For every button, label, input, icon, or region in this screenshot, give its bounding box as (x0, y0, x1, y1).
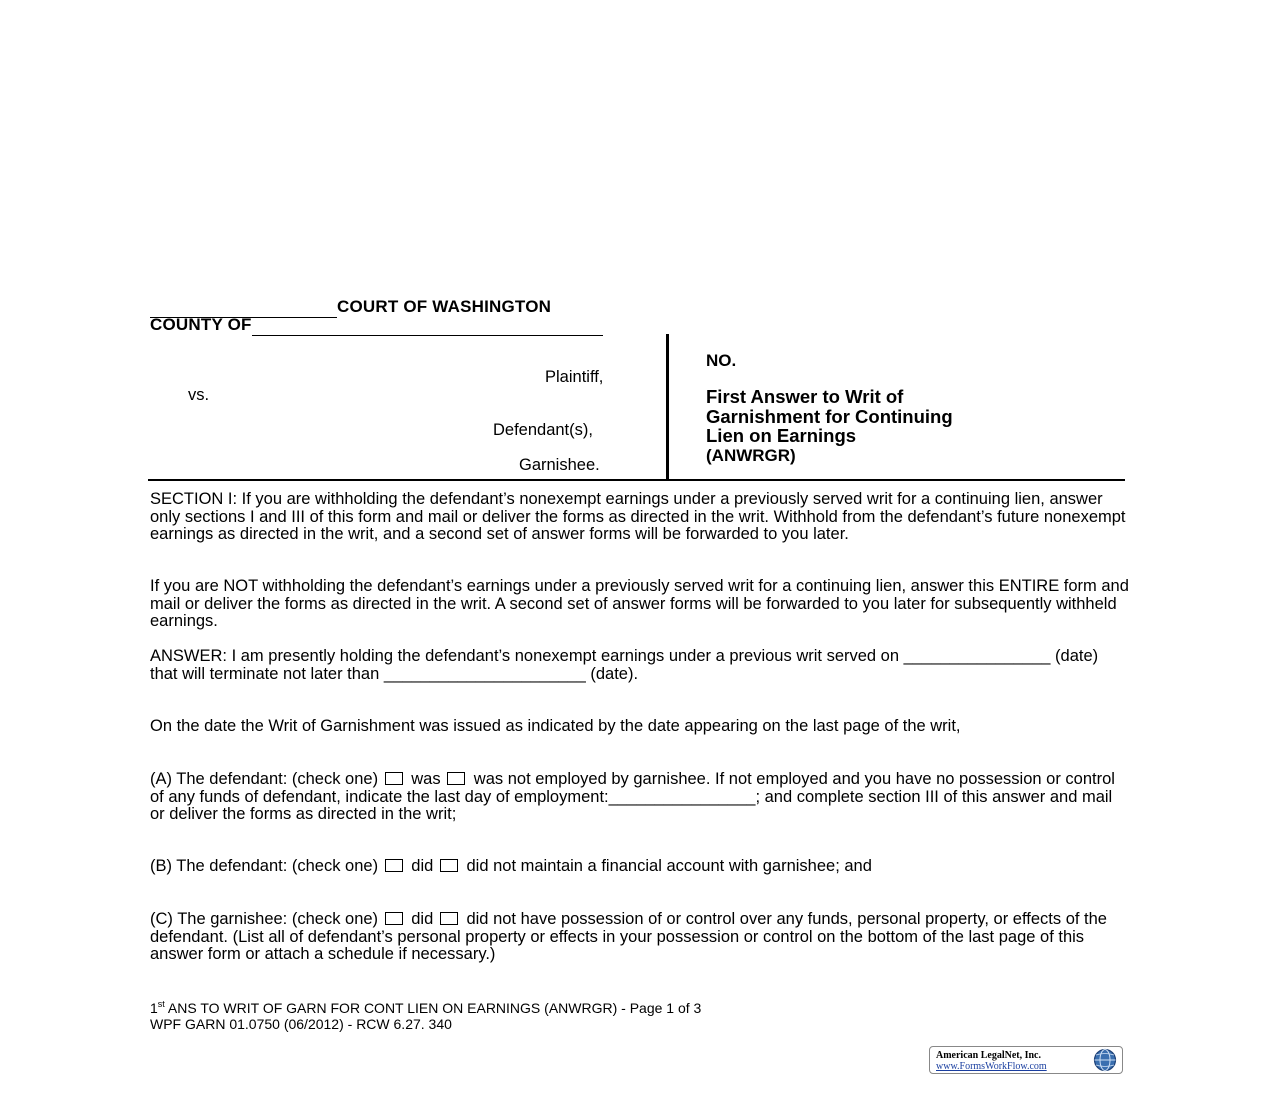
footer (150, 1000, 701, 1032)
answer-text-1: ANSWER: I am presently holding the defendant’s nonexempt earnings under a previous writ served on (150, 647, 900, 665)
form-title-line3: Lien on Earnings (706, 425, 857, 446)
vs-label: vs. (188, 386, 210, 404)
form-code: (ANWRGR) (706, 445, 796, 465)
american-legalnet-logo[interactable] (929, 1046, 1123, 1074)
item-a-text: was not employed by garnishee. If not employed and you have no possession or control of any funds of defendant, indicate the last day of employment: (150, 770, 1115, 806)
item-a-lead: (A) The defendant: (check one) (150, 770, 379, 788)
item-a-was-checkbox[interactable] (385, 772, 403, 785)
item-b-paragraph (150, 858, 1130, 876)
county-blank (252, 315, 603, 336)
defendants-label: Defendant(s), (493, 421, 593, 439)
section-1-paragraph: SECTION I: If you are withholding the defendant’s nonexempt earnings under a previously served writ for a continuing lien, answer only sections I and III of this form and mail or deliver the forms as directed in the writ. Withhold from the defendant’s future nonexempt earnings as directed in the writ, and a second set of answer forms will be forwarded to you later. (150, 490, 1126, 543)
item-b-lead: (B) The defendant: (check one) (150, 857, 379, 875)
footer-form-title: ANS TO WRIT OF GARN FOR CONT LIEN ON EARNINGS (ANWRGR) - Page 1 of 3 (164, 1000, 702, 1016)
item-b-did-checkbox[interactable] (385, 859, 403, 872)
item-c-did-label: did (411, 910, 434, 928)
item-c-did-not-checkbox[interactable] (440, 912, 458, 925)
plaintiff-label: Plaintiff, (545, 368, 604, 386)
footer-ordinal-suffix: st (157, 999, 165, 1009)
logo-url-link[interactable]: www.FormsWorkFlow.com (936, 1061, 1047, 1072)
footer-ordinal: 1 (150, 1000, 158, 1016)
item-a-tail: ; and complete section III of this answer and mail or deliver the forms as directed in the writ; (150, 787, 1113, 823)
caption-horizontal-rule (148, 479, 1125, 481)
item-b-text: did not maintain a financial account with garnishee; and (466, 857, 872, 875)
item-c-paragraph (150, 911, 1130, 964)
county-header (150, 315, 603, 336)
court-label: COURT OF WASHINGTON (337, 297, 552, 316)
item-b-did-not-checkbox[interactable] (440, 859, 458, 872)
item-b-did-label: did (411, 857, 434, 875)
footer-line-1 (150, 1000, 701, 1016)
item-a-paragraph (150, 771, 1130, 824)
logo-company-name: American LegalNet, Inc. (936, 1050, 1041, 1061)
footer-line-2: WPF GARN 01.0750 (06/2012) - RCW 6.27. 340 (150, 1016, 452, 1032)
employment-date-blank[interactable]: ________________ (608, 787, 756, 806)
item-c-lead: (C) The garnishee: (check one) (150, 910, 379, 928)
form-title-line1: First Answer to Writ of (706, 386, 904, 407)
caption-vertical-divider (666, 334, 669, 481)
form-title (706, 387, 953, 465)
answer-paragraph (150, 648, 1130, 683)
item-a-was-not-checkbox[interactable] (447, 772, 465, 785)
answer-text-2: (date) that will terminate not later than (150, 647, 1099, 683)
form-title-line2: Garnishment for Continuing (706, 405, 953, 427)
item-c-text: did not have possession of or control over any funds, personal property, or effects of the defendant. (List all of defendant’s personal property or effects in your possession or control on the bottom of the last page of this answer form or attach a schedule if necessary.) (150, 910, 1107, 963)
terminate-date-blank[interactable]: ______________________ (383, 664, 586, 683)
item-c-did-checkbox[interactable] (385, 912, 403, 925)
case-number-label: NO. (706, 351, 737, 370)
on-date-paragraph: On the date the Writ of Garnishment was issued as indicated by the date appearing on the last page of the writ, (150, 717, 961, 735)
item-a-was-label: was (411, 770, 441, 788)
not-withholding-paragraph: If you are NOT withholding the defendant’s earnings under a previously served writ for a continuing lien, answer this ENTIRE form and mail or deliver the forms as directed in the writ. A second set of answer forms will be forwarded to you later for subsequently withheld earnings. (150, 577, 1129, 630)
answer-text-3: (date). (590, 664, 639, 683)
county-label: COUNTY OF (150, 315, 252, 334)
globe-icon (1092, 1048, 1118, 1072)
garnishee-label: Garnishee. (519, 456, 600, 474)
served-date-blank[interactable]: ________________ (903, 647, 1051, 665)
